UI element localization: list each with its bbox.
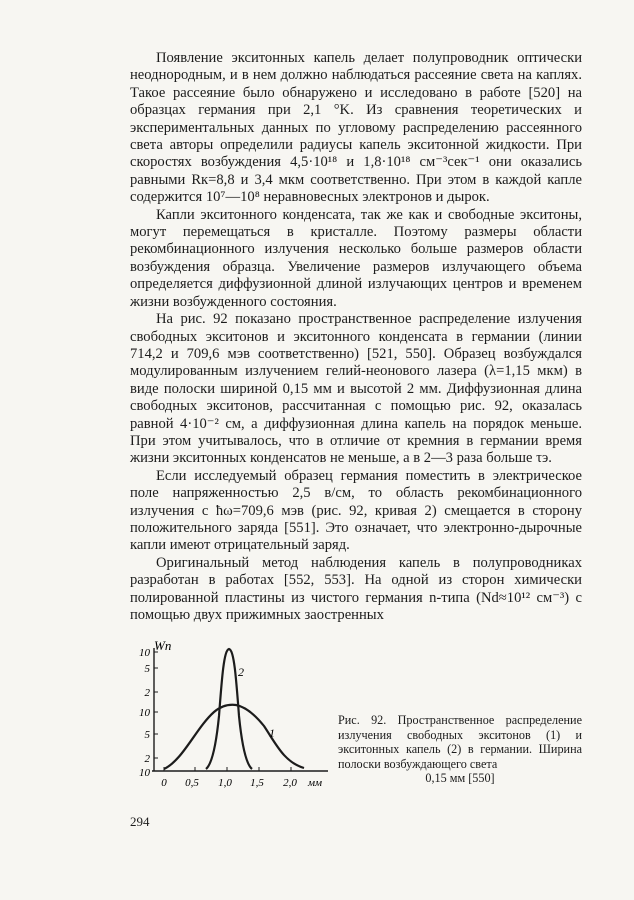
paragraph: Капли экситонного конденсата, так же как и свободные экситоны, могут перемещаться в кристалле. Поэтому размеры области рекомбинационного излучения несколько больше размеров области возбуждения образца. Увеличение размеров излучающего объема определяется диффузионной длиной излучающих центров и временем жизни возбужденного состояния. bbox=[130, 206, 582, 310]
figure-caption bbox=[338, 713, 582, 786]
x-tick-label: 1,0 bbox=[218, 777, 232, 789]
x-tick-label: 0 bbox=[161, 777, 167, 789]
paragraph: На рис. 92 показано пространственное распределение излучения свободных экситонов и экситонного конденсата в германии (линии 714,2 и 709,6 мэв соответственно) [521, 550]. Образец возбуждался модулированным излучением гелий-неонового лазера (λ=1,15 мкм) в виде полоски шириной 0,15 мм и высотой 2 мм. Диффузионная длина свободных экситонов, рассчитанная с помощью рис. 92, оказалась равной 4·10⁻² см, а диффузионная длина капель на порядок меньше. При этом учитывалось, что в отличие от кремния в германии время жизни экситонных конденсатов не меньше, а в 2—3 раза больше τэ. bbox=[130, 311, 582, 467]
figure-plot bbox=[128, 636, 338, 816]
body-text bbox=[130, 50, 582, 624]
y-tick-label: 10 bbox=[139, 707, 150, 719]
x-tick-label: 0,5 bbox=[185, 777, 199, 789]
paragraph: Если исследуемый образец германия поместить в электрическое поле напряженностью 2,5 в/см, то область рекомбинационного излучения с ħω=709,6 мэв (рис. 92, кривая 2) смещается в сторону положительного заряда [551]. Это означает, что электронно-дырочные капли имеют отрицательный заряд. bbox=[130, 467, 582, 554]
caption-text: Рис. 92. Пространственное распределение излучения свободных экситонов (1) и экситонных капель (2) в германии. Ширина полоски возбуждающего света bbox=[338, 713, 582, 771]
y-tick-label: 2 bbox=[144, 753, 150, 765]
y-tick-label: 5 bbox=[144, 729, 150, 741]
curve-free-excitons bbox=[164, 705, 304, 769]
curve-1-label: 1 bbox=[269, 726, 275, 740]
curve-2-label: 2 bbox=[238, 665, 244, 679]
y-tick-label: 10 bbox=[139, 647, 150, 659]
y-tick-label: 5 bbox=[144, 663, 150, 675]
figure-92 bbox=[128, 636, 338, 816]
paragraph: Появление экситонных капель делает полупроводник оптически неоднородным, и в нем должно наблюдаться рассеяние света на каплях. Такое рассеяние было обнаружено и исследовано в работе [520] на образцах германия при 2,1 °K. Из сравнения теоретических и экспериментальных данных по угловому распределению рассеянного света авторы определили радиусы капель экситонной жидкости. При скоростях возбуждения 4,5·10¹⁸ и 1,8·10¹⁸ см⁻³сек⁻¹ они оказались равными Rк=8,8 и 3,4 мкм соответственно. При этом в каждой капле содержится 10⁷—10⁸ неравновесных электронов и дырок. bbox=[130, 50, 582, 206]
paragraph: Оригинальный метод наблюдения капель в полупроводниках разработан в работах [552, 553]. На одной из сторон химически полированной пластины из чистого германия n-типа (Nd≈10¹² см⁻³) с помощью двух прижимных заостренных bbox=[130, 554, 582, 623]
x-axis-unit: мм bbox=[308, 777, 323, 789]
x-tick-label: 2,0 bbox=[283, 777, 297, 789]
y-tick-label: 10 bbox=[139, 767, 150, 779]
y-tick-label: 2 bbox=[144, 687, 150, 699]
page-number: 294 bbox=[130, 814, 150, 829]
caption-text-end: 0,15 мм [550] bbox=[425, 771, 495, 786]
y-axis-label: Wn bbox=[154, 638, 172, 653]
x-tick-label: 1,5 bbox=[250, 777, 264, 789]
